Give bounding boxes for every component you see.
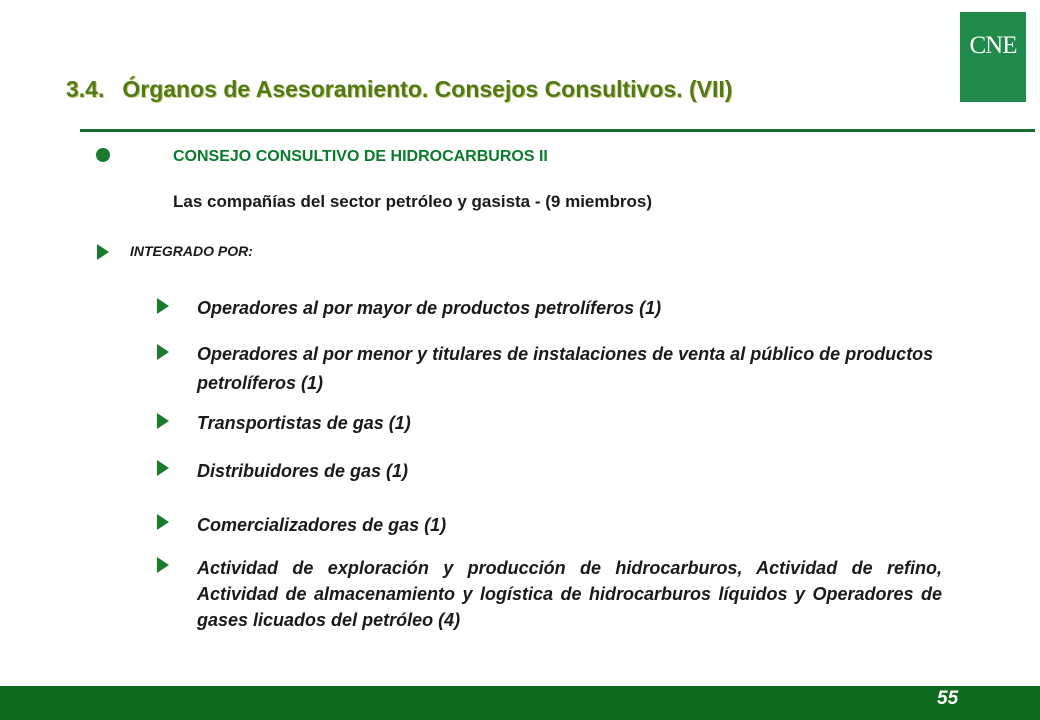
arrow-bullet-icon xyxy=(97,244,109,260)
footer-bar xyxy=(0,686,1040,720)
arrow-bullet-icon xyxy=(157,413,169,429)
list-item: Distribuidores de gas (1) xyxy=(197,461,409,481)
cne-logo xyxy=(960,12,1026,102)
page-title xyxy=(66,76,732,103)
list-item: Actividad de exploración y producción de hidrocarburos, Actividad de refino, Actividad de almacenamiento y logística de hidrocarburos líquidos y Operadores de gases licuados del petróleo (4) xyxy=(197,558,942,630)
arrow-bullet-icon xyxy=(157,344,169,360)
arrow-bullet-icon xyxy=(157,557,169,573)
arrow-bullet-icon xyxy=(157,298,169,314)
list-item: Operadores al por mayor de productos petrolíferos (1) xyxy=(197,298,662,318)
list-item: Transportistas de gas (1) xyxy=(197,413,411,433)
arrow-bullet-icon xyxy=(157,460,169,476)
integrado-label: INTEGRADO POR: xyxy=(130,243,253,259)
section-number: 3.4. xyxy=(66,76,105,102)
council-subtitle: Las compañías del sector petróleo y gasista - (9 miembros) xyxy=(173,192,652,211)
logo-text: CNE xyxy=(969,32,1017,59)
circle-bullet-icon xyxy=(96,148,110,162)
list-item: Comercializadores de gas (1) xyxy=(197,515,447,535)
page-number: 55 xyxy=(937,688,959,709)
title-divider xyxy=(80,129,1035,132)
title-text: Órganos de Asesoramiento. Consejos Consultivos. (VII) xyxy=(122,76,733,102)
arrow-bullet-icon xyxy=(157,514,169,530)
council-title: CONSEJO CONSULTIVO DE HIDROCARBUROS II xyxy=(173,148,548,165)
list-item: Operadores al por menor y titulares de instalaciones de venta al público de productos petrolíferos (1) xyxy=(197,344,934,393)
